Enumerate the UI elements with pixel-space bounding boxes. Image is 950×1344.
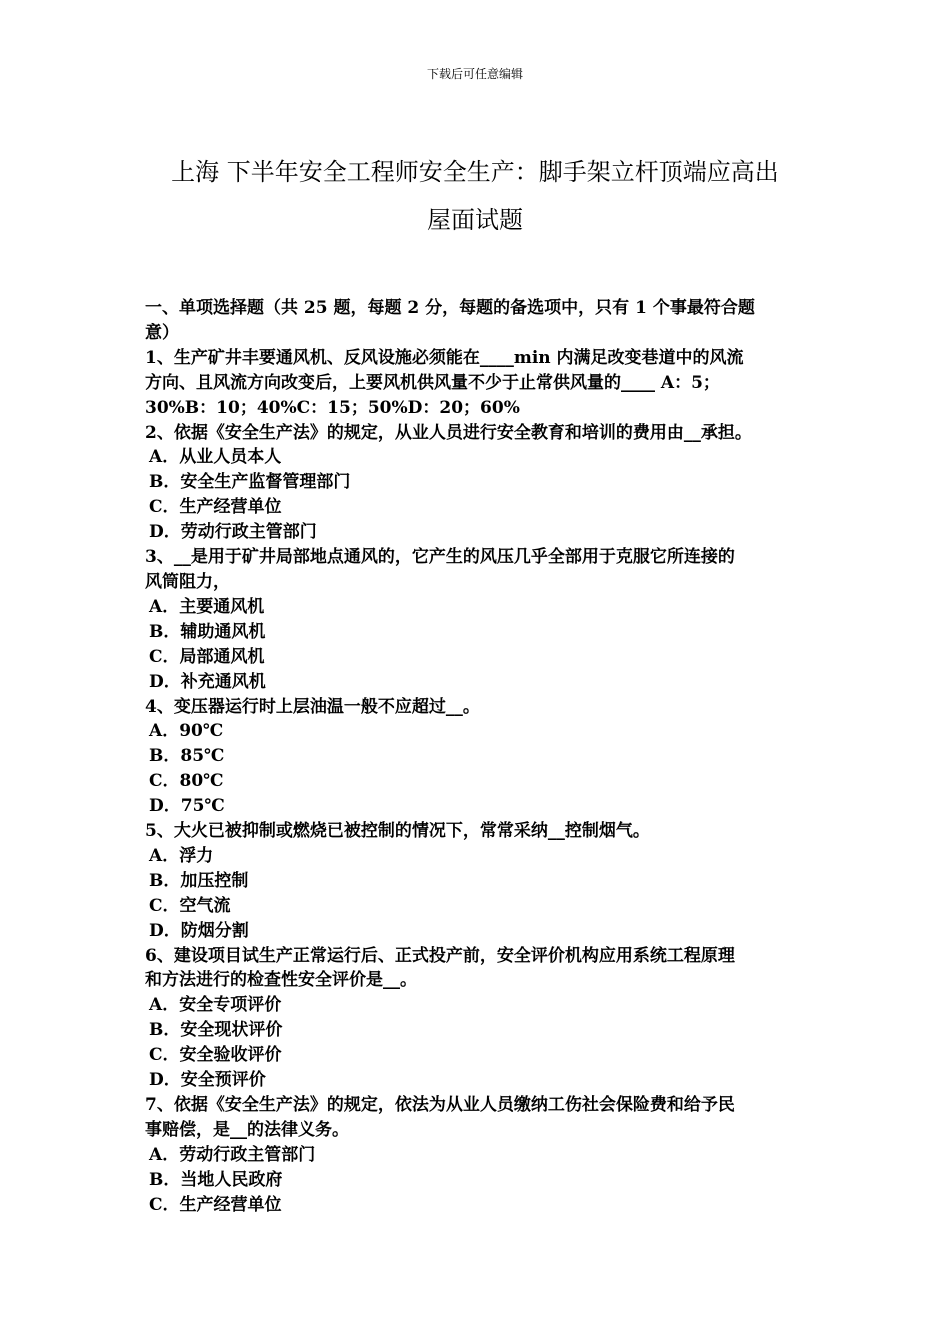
option-b: B．85℃ <box>149 746 225 767</box>
question-text: 30%B：10；40%C：15；50%D：20；60% <box>145 397 520 418</box>
option-c: C．80℃ <box>149 771 224 792</box>
option-d: D．75℃ <box>149 796 225 817</box>
option-b: B．加压控制 <box>149 870 249 891</box>
option-c: C．生产经营单位 <box>149 497 282 518</box>
question-text: 3、__是用于矿井局部地点通风的，它产生的风压几乎全部用于克服它所连接的 <box>145 547 735 568</box>
option-b: B．安全现状评价 <box>149 1020 283 1041</box>
option-c: C．生产经营单位 <box>149 1194 282 1215</box>
option-b: B．安全生产监督管理部门 <box>149 472 351 493</box>
option-b: B．当地人民政府 <box>149 1169 283 1190</box>
question-text: 4、变压器运行时上层油温一般不应超过__。 <box>145 696 480 717</box>
option-c: C．局部通风机 <box>149 646 265 667</box>
option-d: D．安全预评价 <box>149 1070 266 1091</box>
title-line: 上海 下半年安全工程师安全生产：脚手架立杆顶端应高出 <box>171 158 779 186</box>
question-text: 1、生产矿井丰要通风机、反风设施必须能在____min 内满足改变巷道中的风流 <box>145 347 744 368</box>
option-d: D．防烟分割 <box>149 920 249 941</box>
question-text: 风筒阻力， <box>145 571 230 592</box>
option-d: D．补充通风机 <box>149 671 266 692</box>
question-text: 7、依据《安全生产法》的规定，依法为从业人员缴纳工伤社会保险费和给予民 <box>145 1095 735 1115</box>
header-note: 下载后可任意编辑 <box>426 67 523 81</box>
question-3 <box>145 545 825 694</box>
title-line: 屋面试题 <box>427 206 523 234</box>
section-heading-line: 一、单项选择题（共 25 题，每题 2 分，每题的备选项中，只有 1 个事最符合题 <box>145 298 755 318</box>
question-6 <box>145 944 825 1093</box>
question-text: 事赔偿，是__的法律义务。 <box>145 1119 349 1140</box>
question-text: 方向、且风流方向改变后，上要风机供风量不少于止常供风量的____ A：5； <box>145 372 720 393</box>
question-text: 6、建设项目试生产正常运行后、正式投产前，安全评价机构应用系统工程原理 <box>145 945 735 966</box>
option-a: A．浮力 <box>149 845 214 866</box>
question-1 <box>145 346 825 421</box>
option-a: A．从业人员本人 <box>149 447 282 468</box>
question-2 <box>145 421 825 546</box>
question-text: 5、大火已被抑制或燃烧已被控制的情况下，常常采纳__控制烟气。 <box>145 821 650 842</box>
document-title <box>120 148 830 244</box>
question-4 <box>145 695 825 820</box>
option-a: A．主要通风机 <box>149 596 265 617</box>
question-text: 和方法进行的检查性安全评价是__。 <box>145 970 417 991</box>
question-5 <box>145 819 825 944</box>
option-c: C．安全验收评价 <box>149 1045 282 1066</box>
question-7 <box>145 1093 825 1218</box>
option-a: A．90℃ <box>149 721 224 742</box>
option-a: A．安全专项评价 <box>149 995 282 1016</box>
section-heading <box>145 296 825 346</box>
option-b: B．辅助通风机 <box>149 621 266 642</box>
option-c: C．空气流 <box>149 895 231 916</box>
exam-content <box>145 296 825 1218</box>
question-text: 2、依据《安全生产法》的规定，从业人员进行安全教育和培训的费用由__承担。 <box>145 422 752 443</box>
section-heading-line: 意） <box>145 322 179 343</box>
option-a: A．劳动行政主管部门 <box>149 1144 316 1165</box>
option-d: D．劳动行政主管部门 <box>149 522 317 543</box>
